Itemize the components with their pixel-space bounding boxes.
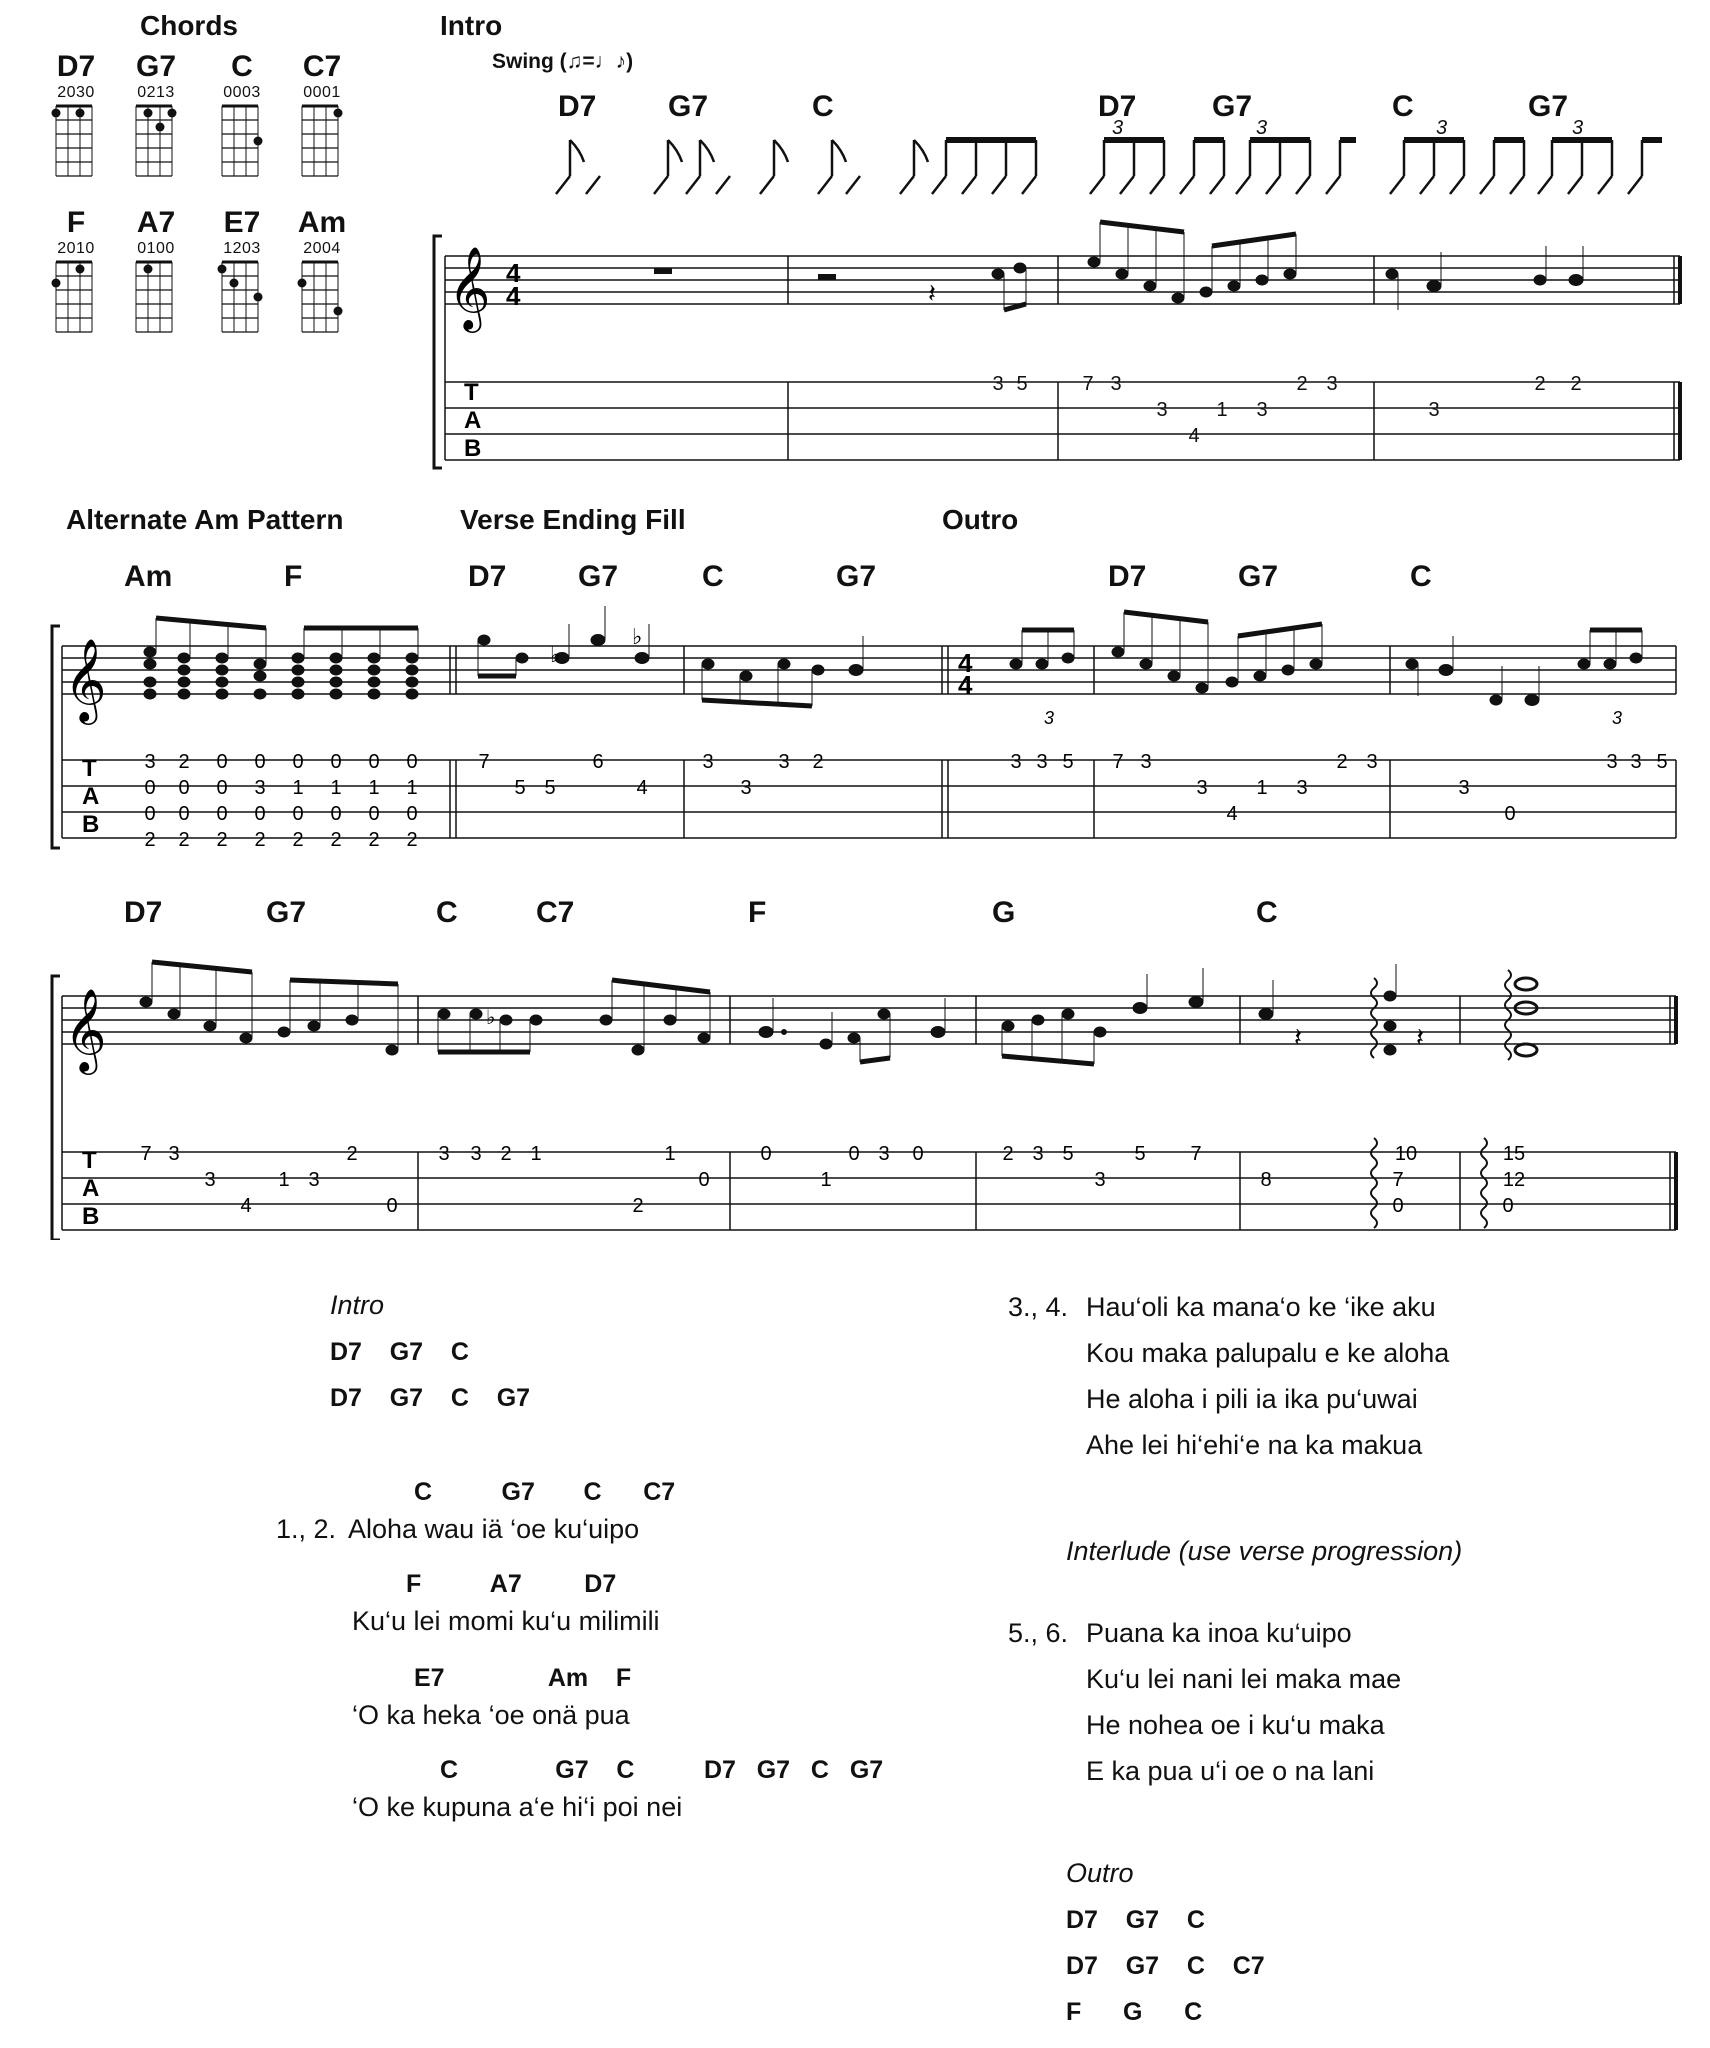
svg-text:3: 3 [144,751,156,773]
svg-text:1: 1 [1256,777,1268,799]
chord-diagram-name: C7 [302,50,342,83]
intro-tab-numbers [992,373,1581,447]
intro-chord-3: C [812,90,834,123]
svg-text:3: 3 [308,1169,320,1191]
svg-text:3: 3 [1436,117,1448,139]
svg-text:A: A [82,783,100,810]
svg-text:7: 7 [1082,373,1094,395]
svg-text:2: 2 [178,751,190,773]
svg-text:0: 0 [292,751,304,773]
s2-chord-2: F [284,560,303,593]
svg-text:4: 4 [958,670,973,700]
svg-text:3: 3 [204,1169,216,1191]
outro-line-3: F G C [1066,1998,1203,2026]
svg-text:0: 0 [144,777,156,799]
svg-text:0: 0 [254,803,266,825]
svg-text:4: 4 [958,648,973,678]
svg-text:𝄞: 𝄞 [448,248,491,328]
s2-chord-4: G7 [578,560,619,593]
svg-text:3: 3 [1036,751,1048,773]
svg-text:2: 2 [1002,1143,1014,1165]
verse34-line-2: Kou maka palupalu e ke aloha [1086,1338,1450,1368]
s3-chord-5: F [748,896,767,929]
intro-notation [0,0,1710,480]
s3-chord-4: C7 [536,896,575,929]
svg-text:2: 2 [330,829,342,851]
intro-chord-2: G7 [668,90,709,123]
chord-diagram-fingering: 0213 [137,84,175,101]
chord-diagram-name: D7 [56,50,96,83]
svg-text:2: 2 [632,1195,644,1217]
verse34-line-1: Hau‘oli ka mana‘o ke ‘ike aku [1086,1292,1436,1322]
svg-text:7: 7 [1392,1169,1404,1191]
verse34-line-3: He aloha i pili ia ika pu‘uwai [1086,1384,1418,1414]
svg-text:0: 0 [216,803,228,825]
svg-text:𝄞: 𝄞 [64,990,107,1070]
svg-text:0: 0 [760,1143,772,1165]
intro-chord-6: C [1392,90,1414,123]
outro-label: Outro [1066,1858,1134,1888]
svg-text:3: 3 [1612,708,1623,728]
svg-text:0: 0 [406,751,418,773]
intro-staff [445,256,1680,460]
svg-text:B: B [82,811,100,838]
svg-text:0: 0 [368,751,380,773]
svg-text:𝄽: 𝄽 [928,278,936,308]
svg-text:𝄽: 𝄽 [1416,1022,1424,1052]
outro-line-1: D7 G7 C [1066,1906,1205,1934]
svg-text:0: 0 [216,751,228,773]
svg-text:5: 5 [1062,751,1074,773]
lyrics-intro-line-1: D7 G7 C [330,1338,469,1366]
s2-chord-5: C [702,560,724,593]
svg-text:3: 3 [1156,399,1168,421]
chord-diagram-name: C [231,50,253,83]
svg-text:0: 0 [386,1195,398,1217]
chords-header: Chords [140,10,238,41]
chord-diagram-fingering: 0001 [303,84,341,101]
svg-text:7: 7 [478,751,490,773]
svg-text:2: 2 [178,829,190,851]
svg-text:A: A [82,1175,100,1202]
s3-chord-1: D7 [124,896,163,929]
svg-text:7: 7 [140,1143,152,1165]
svg-text:3: 3 [254,777,266,799]
svg-text:2: 2 [500,1143,512,1165]
svg-text:T: T [82,1147,97,1174]
svg-text:2: 2 [1534,373,1546,395]
s2-chord-1: Am [124,560,173,593]
svg-text:3: 3 [168,1143,180,1165]
chord-diagram-name: G7 [135,50,177,83]
svg-text:0: 0 [1502,1195,1514,1217]
verse-number-56: 5., 6. [1008,1618,1069,1648]
intro-chord-7: G7 [1528,90,1569,123]
svg-text:6: 6 [592,751,604,773]
svg-text:3: 3 [1196,777,1208,799]
s3-chord-6: G [992,896,1016,929]
verse56-line-1: Puana ka inoa ku‘uipo [1086,1618,1352,1648]
chord-diagram-fingering: 0003 [223,84,261,101]
verse34-line-4: Ahe lei hi‘ehi‘e na ka makua [1086,1430,1423,1460]
intro-title: Intro [440,10,503,41]
chord-diagram-name: E7 [223,206,261,239]
svg-text:4: 4 [506,258,521,288]
svg-text:𝄽: 𝄽 [1294,1022,1302,1052]
chord-diagram-fingering: 2004 [303,240,341,257]
section3-notation [0,940,1710,1240]
swing-label: Swing (♫=♩♪) [492,50,634,73]
svg-text:2: 2 [1570,373,1582,395]
intro-chord-5: G7 [1212,90,1253,123]
svg-text:1: 1 [1216,399,1228,421]
svg-text:0: 0 [330,751,342,773]
svg-text:B: B [82,1203,100,1230]
s3-chord-7: C [1256,896,1278,929]
svg-text:3: 3 [740,777,752,799]
svg-text:0: 0 [178,777,190,799]
chord-diagram-name: Am [297,206,347,239]
svg-text:4: 4 [1226,803,1238,825]
svg-text:3: 3 [1256,399,1268,421]
svg-text:3: 3 [470,1143,482,1165]
svg-text:1: 1 [530,1143,542,1165]
svg-text:3: 3 [1032,1143,1044,1165]
svg-text:2: 2 [346,1143,358,1165]
svg-text:0: 0 [406,803,418,825]
svg-text:5: 5 [1656,751,1668,773]
svg-text:1: 1 [330,777,342,799]
svg-text:3: 3 [1010,751,1022,773]
verse-chords-1: C G7 C C7 [414,1478,676,1506]
svg-text:3: 3 [1296,777,1308,799]
chord-diagram-name: F [66,206,86,239]
intro-chord-4: D7 [1098,90,1137,123]
svg-text:5: 5 [1062,1143,1074,1165]
chord-diagram-fingering: 1203 [223,240,261,257]
svg-text:3: 3 [1326,373,1338,395]
verse-chords-3: E7 Am F [414,1664,632,1692]
svg-text:♭: ♭ [632,624,643,649]
intro-chord-1: D7 [558,90,597,123]
outro-line-2: D7 G7 C C7 [1066,1952,1265,1980]
svg-text:2: 2 [292,829,304,851]
svg-text:5: 5 [514,777,526,799]
svg-text:4: 4 [240,1195,252,1217]
svg-text:8: 8 [1260,1169,1272,1191]
chord-diagram-name: A7 [136,206,176,239]
verse-line-1: Aloha wau iä ‘oe ku‘uipo [348,1514,640,1544]
svg-text:0: 0 [848,1143,860,1165]
verse56-line-4: E ka pua u‘i oe o na lani [1086,1756,1375,1786]
svg-text:3: 3 [992,373,1004,395]
svg-text:♭: ♭ [550,642,561,667]
svg-text:3: 3 [1256,117,1268,139]
svg-text:3: 3 [1044,708,1055,728]
s2-chord-3: D7 [468,560,507,593]
verse-line-4: ‘O ke kupuna a‘e hi‘i poi nei [352,1792,683,1822]
svg-text:A: A [464,407,482,434]
svg-text:0: 0 [698,1169,710,1191]
verse56-line-3: He nohea oe i ku‘u maka [1086,1710,1385,1740]
svg-text:1: 1 [292,777,304,799]
svg-text:0: 0 [254,751,266,773]
svg-text:3: 3 [1140,751,1152,773]
svg-text:2: 2 [1336,751,1348,773]
svg-text:3: 3 [1606,751,1618,773]
lyrics-intro-label: Intro [330,1290,385,1320]
svg-text:0: 0 [1392,1195,1404,1217]
svg-text:𝄞: 𝄞 [64,640,107,720]
verse-chords-4: C G7 C D7 G7 C G7 [440,1756,884,1784]
chord-diagram-fingering: 0100 [137,240,175,257]
svg-text:3: 3 [878,1143,890,1165]
chord-diagram-fingering: 2010 [57,240,95,257]
verse-line-2: Ku‘u lei momi ku‘u milimili [352,1606,660,1636]
rhythm-slashes [556,140,1662,194]
svg-text:3: 3 [1112,117,1124,139]
svg-text:0: 0 [1504,803,1516,825]
interlude-label: Interlude (use verse progression) [1066,1536,1463,1566]
svg-text:4: 4 [506,281,521,311]
outro-header: Outro [942,504,1019,535]
svg-text:0: 0 [144,803,156,825]
svg-text:4: 4 [1188,425,1200,447]
svg-text:15: 15 [1502,1143,1526,1165]
verse56-line-2: Ku‘u lei nani lei maka mae [1086,1664,1402,1694]
s3-chord-3: C [436,896,458,929]
verse-line-3: ‘O ka heka ‘oe onä pua [352,1700,630,1730]
verse-chords-2: F A7 D7 [406,1570,617,1598]
svg-text:7: 7 [1112,751,1124,773]
verse-fill-header: Verse Ending Fill [460,504,686,535]
svg-text:3: 3 [778,751,790,773]
svg-text:0: 0 [368,803,380,825]
s2-chord-6: G7 [836,560,877,593]
s2-chord-9: C [1410,560,1432,593]
svg-text:5: 5 [1134,1143,1146,1165]
s3-chord-2: G7 [266,896,307,929]
svg-text:1: 1 [664,1143,676,1165]
svg-text:3: 3 [1458,777,1470,799]
svg-text:7: 7 [1190,1143,1202,1165]
section2-notation [0,600,1710,860]
svg-text:4: 4 [636,777,648,799]
svg-text:2: 2 [812,751,824,773]
s2-chord-7: D7 [1108,560,1147,593]
verse-number-12: 1., 2. [276,1514,337,1544]
svg-text:B: B [464,435,482,462]
svg-text:0: 0 [178,803,190,825]
lyrics-intro-line-2: D7 G7 C G7 [330,1384,531,1412]
svg-text:12: 12 [1502,1169,1526,1191]
svg-text:3: 3 [438,1143,450,1165]
svg-text:3: 3 [1428,399,1440,421]
svg-text:2: 2 [1296,373,1308,395]
svg-text:2: 2 [368,829,380,851]
svg-text:♭: ♭ [486,1007,496,1029]
svg-text:2: 2 [406,829,418,851]
svg-text:2: 2 [144,829,156,851]
svg-text:10: 10 [1394,1143,1418,1165]
svg-text:3: 3 [702,751,714,773]
svg-text:0: 0 [330,803,342,825]
svg-text:3: 3 [1572,117,1584,139]
verse-number-34: 3., 4. [1008,1292,1069,1322]
svg-text:1: 1 [406,777,418,799]
svg-text:1: 1 [368,777,380,799]
svg-text:T: T [82,755,97,782]
svg-text:T: T [464,379,479,406]
svg-text:3: 3 [1094,1169,1106,1191]
svg-text:1: 1 [278,1169,290,1191]
svg-text:1: 1 [820,1169,832,1191]
svg-text:0: 0 [292,803,304,825]
alt-am-header: Alternate Am Pattern [66,504,344,535]
svg-text:5: 5 [1016,373,1028,395]
svg-text:2: 2 [254,829,266,851]
svg-text:2: 2 [216,829,228,851]
svg-text:3: 3 [1630,751,1642,773]
svg-text:0: 0 [912,1143,924,1165]
svg-text:3: 3 [1366,751,1378,773]
svg-text:3: 3 [1110,373,1122,395]
s2-chord-8: G7 [1238,560,1279,593]
svg-text:5: 5 [544,777,556,799]
chord-diagram-fingering: 2030 [57,84,95,101]
svg-text:0: 0 [216,777,228,799]
